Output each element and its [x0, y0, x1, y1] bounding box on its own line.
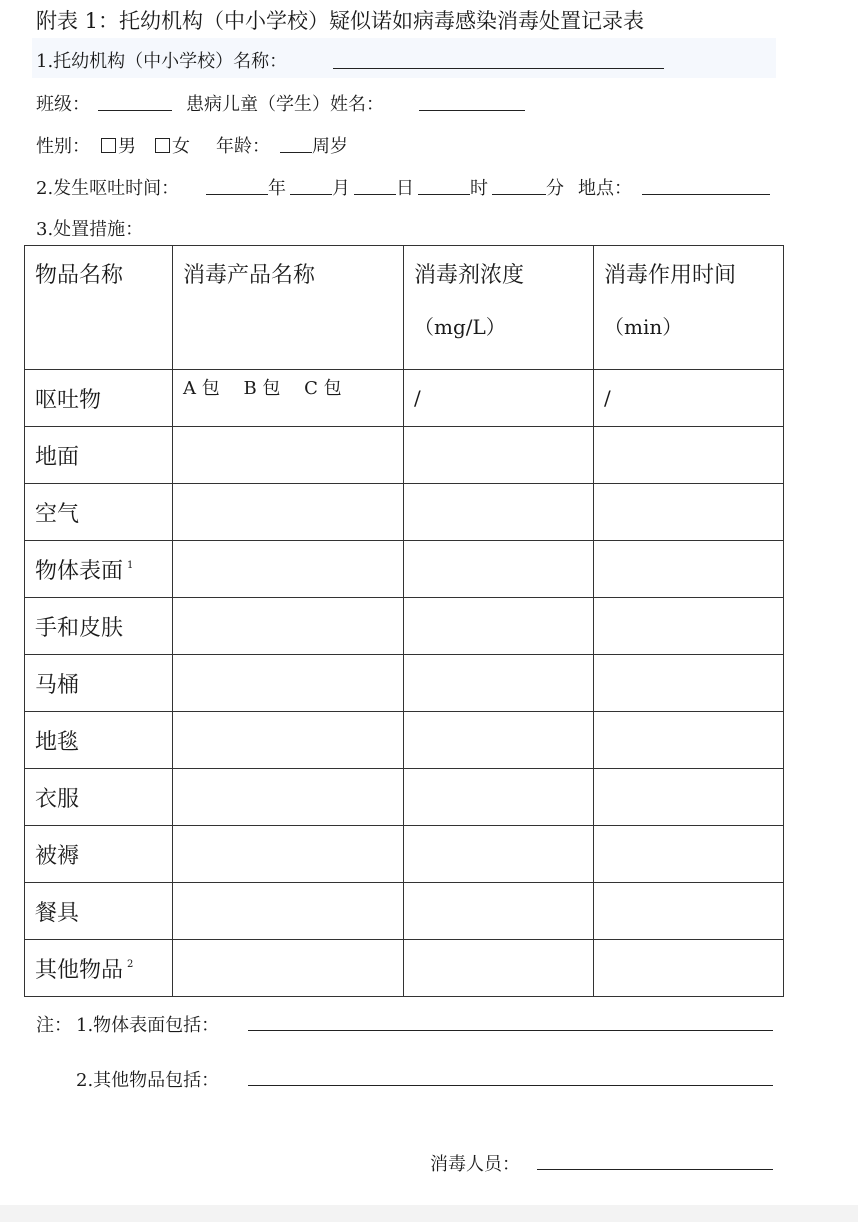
gender-label: 性别：	[36, 136, 90, 157]
product-cell[interactable]	[173, 712, 404, 769]
note-prefix: 注：	[36, 1015, 72, 1036]
footnote-mark-2: 2	[127, 958, 134, 970]
year-field[interactable]	[206, 194, 268, 195]
product-cell[interactable]	[173, 655, 404, 712]
duration-cell[interactable]	[594, 655, 784, 712]
vomit-duration-na: /	[604, 386, 611, 410]
concentration-cell[interactable]	[404, 484, 594, 541]
class-field[interactable]	[98, 110, 172, 111]
vomit-concentration-na: /	[414, 386, 421, 410]
location-label: 地点：	[578, 178, 632, 199]
duration-cell[interactable]	[594, 427, 784, 484]
item-name-cell: 餐具	[25, 883, 173, 940]
item-name-cell: 手和皮肤	[25, 598, 173, 655]
note-other-label: 2.其他物品包括：	[76, 1070, 220, 1091]
disinfector-label: 消毒人员：	[430, 1154, 520, 1175]
item-name-label: 其他物品	[35, 957, 124, 983]
product-cell[interactable]	[173, 826, 404, 883]
female-label: 女	[172, 136, 190, 157]
vomit-product-cell[interactable]	[173, 370, 404, 427]
concentration-cell[interactable]	[404, 712, 594, 769]
item-name-cell: 地面	[25, 427, 173, 484]
vomit-time-label: 2.发生呕吐时间：	[36, 178, 180, 199]
duration-cell[interactable]	[594, 712, 784, 769]
table-row	[25, 541, 784, 598]
form-title: 附表 1：托幼机构（中小学校）疑似诺如病毒感染消毒处置记录表	[36, 9, 645, 33]
measures-label: 3.处置措施：	[36, 219, 144, 240]
table-row	[25, 769, 784, 826]
header-duration-label: 消毒作用时间	[604, 263, 737, 288]
note-surface-field[interactable]	[248, 1030, 773, 1031]
class-label: 班级：	[36, 94, 90, 115]
minute-field[interactable]	[492, 194, 546, 195]
institution-name-field[interactable]	[333, 68, 664, 69]
item-name-cell: 衣服	[25, 769, 173, 826]
vomit-package-options: A 包 B 包 C 包	[183, 378, 342, 399]
duration-cell[interactable]	[594, 940, 784, 997]
table-row	[25, 655, 784, 712]
gender-male-option[interactable]	[101, 132, 136, 158]
table-header-row	[25, 246, 784, 370]
month-unit: 月	[332, 178, 350, 199]
age-unit: 周岁	[312, 136, 348, 157]
duration-cell[interactable]	[594, 826, 784, 883]
note-surface-label: 1.物体表面包括：	[76, 1015, 220, 1036]
location-field[interactable]	[642, 194, 770, 195]
header-duration-unit: （min）	[604, 315, 683, 339]
gender-female-option[interactable]	[155, 132, 190, 158]
table-row	[25, 883, 784, 940]
concentration-cell[interactable]	[404, 598, 594, 655]
product-cell[interactable]	[173, 484, 404, 541]
vomit-concentration-cell	[404, 370, 594, 427]
item-name-cell	[25, 940, 173, 997]
concentration-cell[interactable]	[404, 427, 594, 484]
day-field[interactable]	[354, 194, 396, 195]
hour-field[interactable]	[418, 194, 470, 195]
header-concentration	[404, 246, 594, 370]
table-row	[25, 484, 784, 541]
item-name-cell	[25, 541, 173, 598]
product-cell[interactable]	[173, 769, 404, 826]
age-field[interactable]	[280, 152, 312, 153]
product-cell[interactable]	[173, 940, 404, 997]
hour-unit: 时	[470, 178, 488, 199]
product-cell[interactable]	[173, 883, 404, 940]
minute-unit: 分	[546, 178, 564, 199]
male-label: 男	[118, 136, 136, 157]
concentration-cell[interactable]	[404, 883, 594, 940]
note-other-field[interactable]	[248, 1085, 773, 1086]
duration-cell[interactable]	[594, 484, 784, 541]
institution-label: 1.托幼机构（中小学校）名称：	[36, 51, 288, 72]
patient-name-label: 患病儿童（学生）姓名：	[186, 94, 384, 115]
product-cell[interactable]	[173, 541, 404, 598]
year-unit: 年	[268, 178, 286, 199]
duration-cell[interactable]	[594, 769, 784, 826]
patient-name-field[interactable]	[419, 110, 525, 111]
male-checkbox[interactable]	[101, 138, 116, 153]
product-cell[interactable]	[173, 427, 404, 484]
footnote-mark-1: 1	[127, 559, 134, 571]
table-row-vomit	[25, 370, 784, 427]
table-row	[25, 826, 784, 883]
day-unit: 日	[396, 178, 414, 199]
item-name-cell: 被褥	[25, 826, 173, 883]
table-row	[25, 598, 784, 655]
disinfector-signature-field[interactable]	[537, 1169, 773, 1170]
header-concentration-label: 消毒剂浓度	[414, 263, 525, 288]
table-row	[25, 712, 784, 769]
header-product-name: 消毒产品名称	[173, 246, 404, 370]
header-item-name: 物品名称	[25, 246, 173, 370]
concentration-cell[interactable]	[404, 655, 594, 712]
vomit-item-cell: 呕吐物	[25, 370, 173, 427]
item-name-label: 物体表面	[35, 558, 124, 584]
duration-cell[interactable]	[594, 541, 784, 598]
concentration-cell[interactable]	[404, 940, 594, 997]
header-concentration-unit: （mg/L）	[414, 315, 506, 339]
age-label: 年龄：	[216, 136, 270, 157]
header-duration	[594, 246, 784, 370]
month-field[interactable]	[290, 194, 332, 195]
concentration-cell[interactable]	[404, 769, 594, 826]
page-bottom-edge	[0, 1205, 858, 1222]
product-cell[interactable]	[173, 598, 404, 655]
duration-cell[interactable]	[594, 598, 784, 655]
concentration-cell[interactable]	[404, 826, 594, 883]
item-name-cell: 地毯	[25, 712, 173, 769]
concentration-cell[interactable]	[404, 541, 594, 598]
vomit-duration-cell	[594, 370, 784, 427]
table-row	[25, 427, 784, 484]
disinfection-table	[24, 245, 784, 997]
item-name-cell: 马桶	[25, 655, 173, 712]
table-row	[25, 940, 784, 997]
item-name-cell: 空气	[25, 484, 173, 541]
duration-cell[interactable]	[594, 883, 784, 940]
female-checkbox[interactable]	[155, 138, 170, 153]
